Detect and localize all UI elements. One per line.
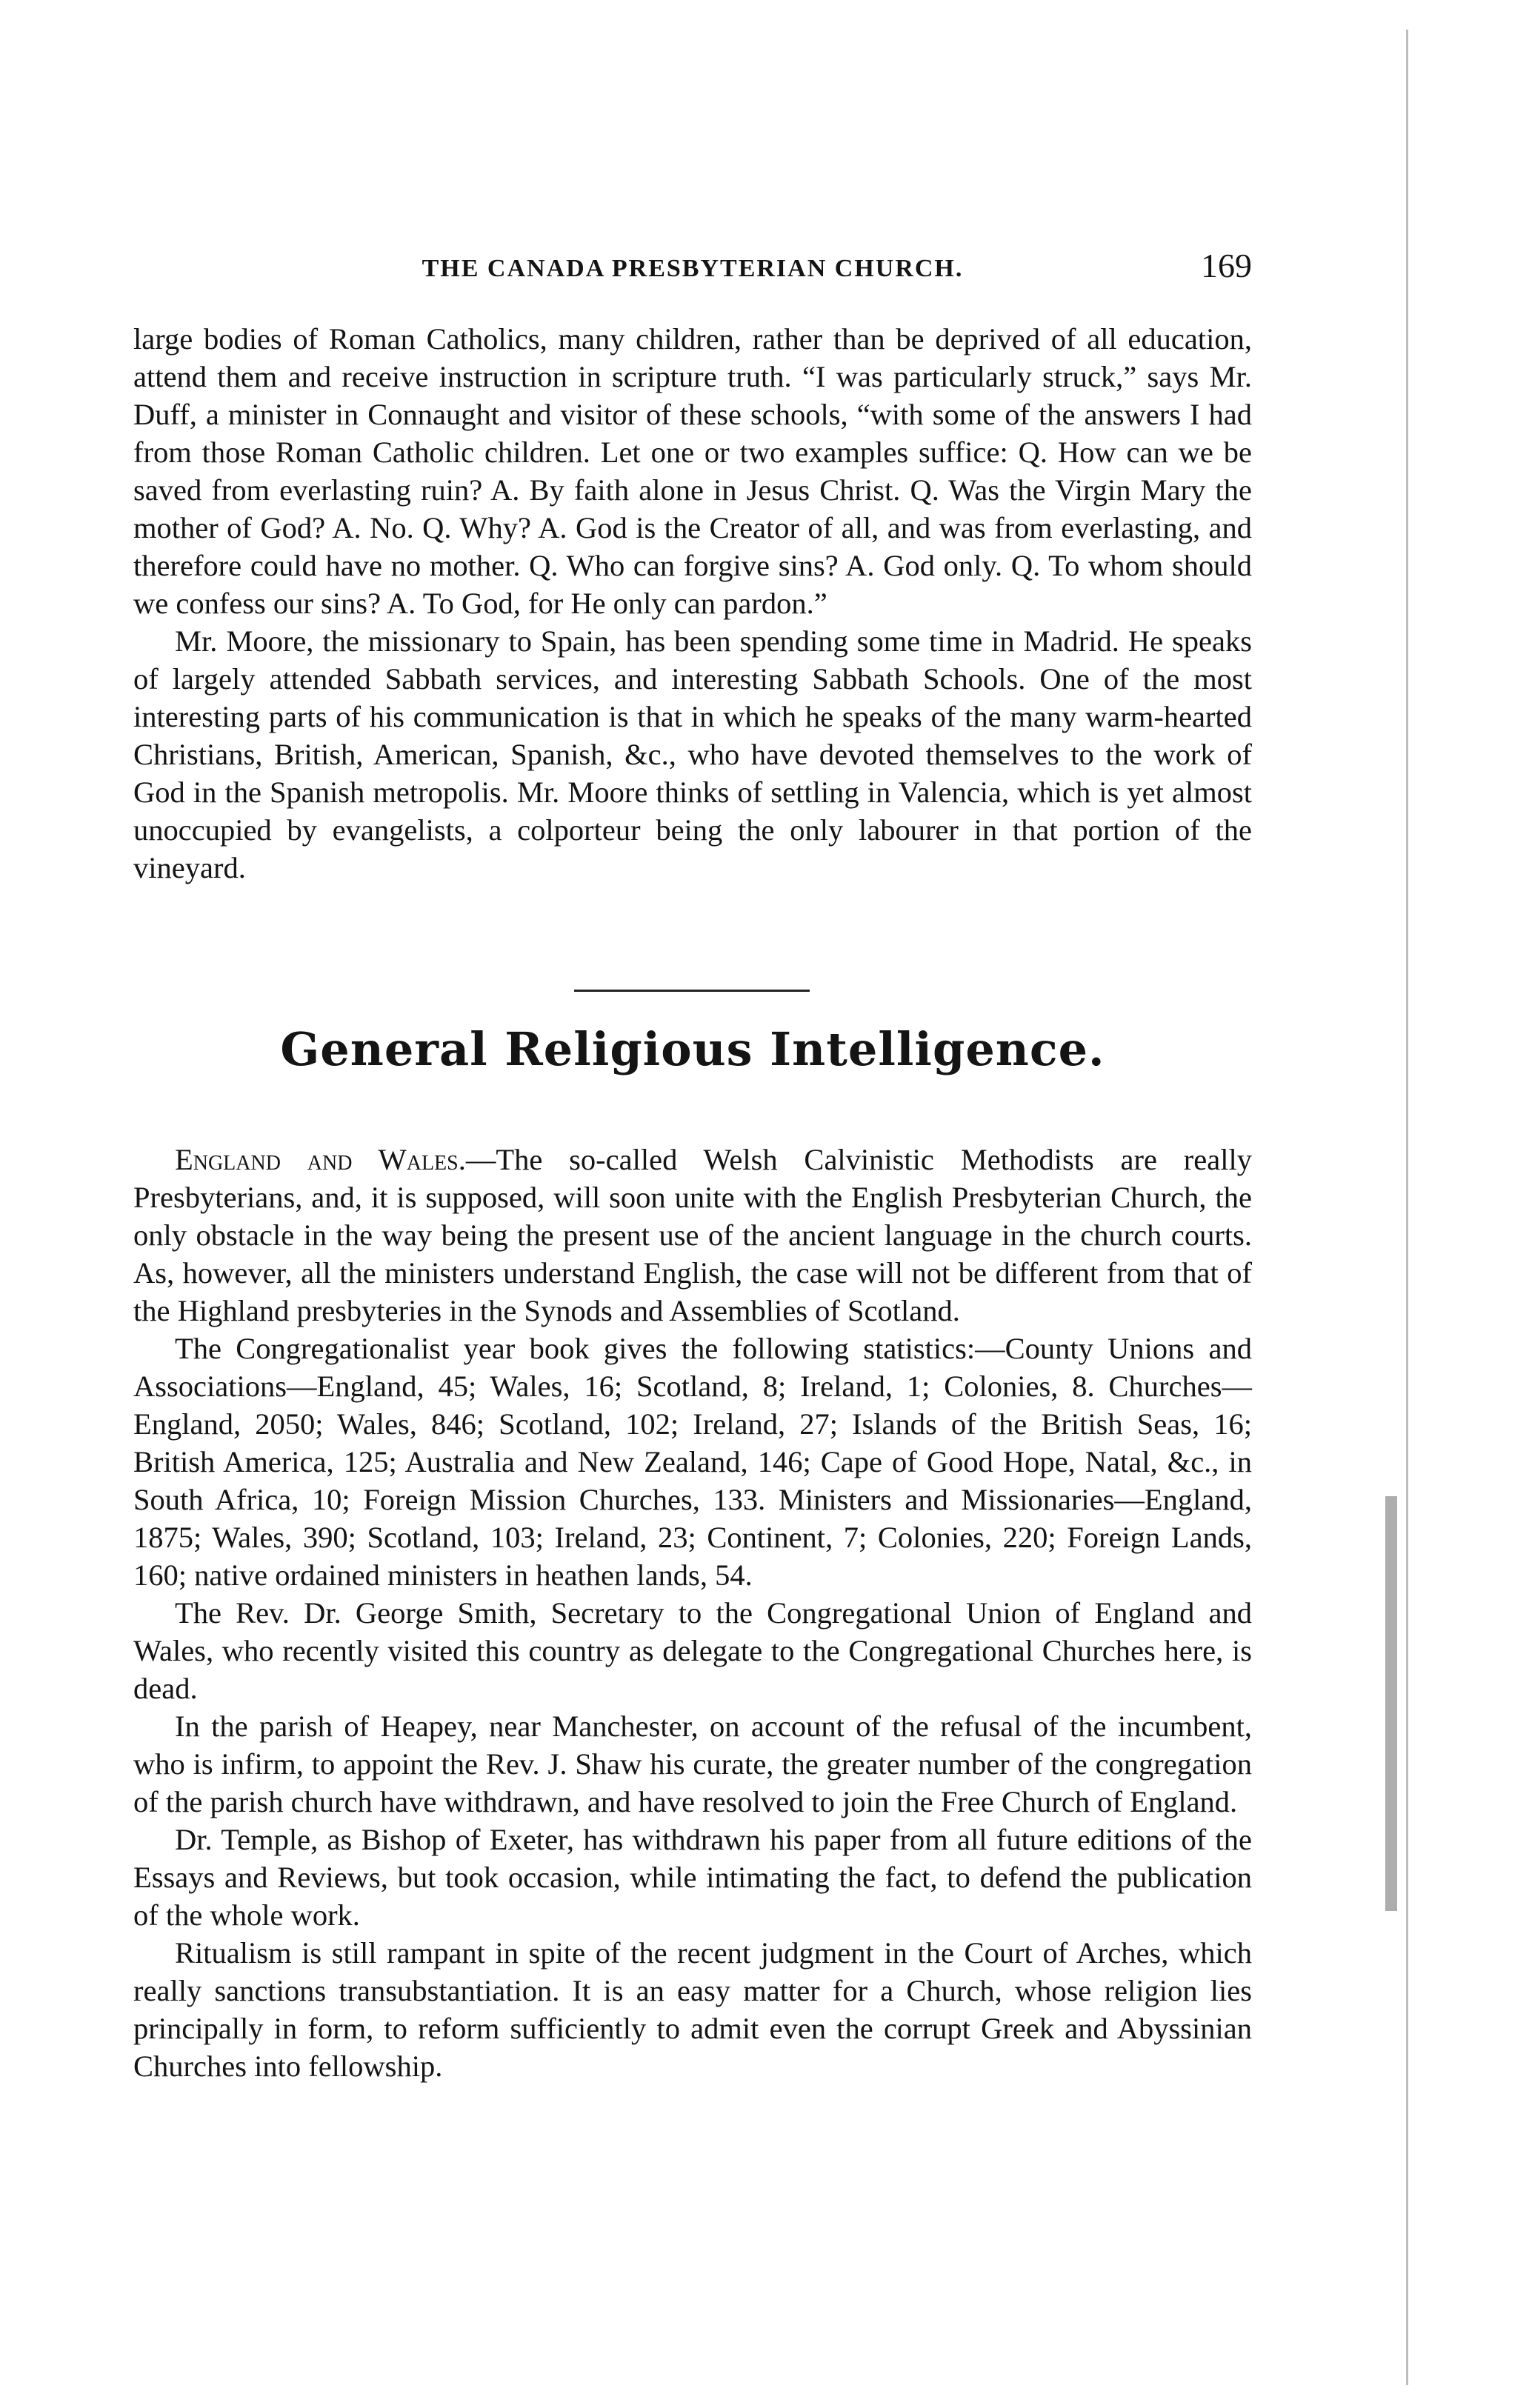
lead-in: England and Wales. xyxy=(175,1143,466,1176)
paragraph-continued: large bodies of Roman Catholics, many children, rather than be deprived of all education, attend them and receive instruction in scripture truth. “I was particularly struck,” says Mr. Duff, a minister in Connaught and visitor of these schools, “with some of the answers I had from those Roman Catholic children. Let one or two examples suffice: Q. How can we be saved from everlasting ruin? A. By faith alone in Jesus Christ. Q. Was the Virgin Mary the mother of God? A. No. Q. Why? A. God is the Creator of all, and was from everlasting, and therefore could have no mother. Q. Who can forgive sins? A. God only. Q. To whom should we confess our sins? A. To God, for He only can pardon.” xyxy=(133,322,1252,620)
section-heading: General Religious Intelligence. xyxy=(280,1022,1105,1076)
paragraph-heapey: In the parish of Heapey, near Manchester, on account of the refusal of the incumbent, who is infirm, to appoint the Rev. J. Shaw his curate, the greater number of the congregation of the parish church have withdrawn, and have resolved to join the Free Church of England. xyxy=(133,1710,1252,1818)
section-divider-rule xyxy=(574,990,810,992)
running-title: THE CANADA PRESBYTERIAN CHURCH. xyxy=(422,255,964,282)
paragraph-dr-temple: Dr. Temple, as Bishop of Exeter, has withdrawn his paper from all future editions of the Essays and Reviews, but took occasion, while intimating the fact, to defend the publication of the whole work. xyxy=(133,1823,1252,1932)
paragraph-dr-smith: The Rev. Dr. George Smith, Secretary to the Congregational Union of England and Wales, who recently visited this country as delegate to the Congregational Churches here, is dead. xyxy=(133,1596,1252,1705)
paragraph-england-wales-text: —The so-called Welsh Calvinistic Methodists are really Presbyterians, and, it is supposed, will soon unite with the English Presbyterian Church, the only obstacle in the way being the present use of the ancient language in the church courts. As, however, all the ministers understand English, the case will not be different from that of the Highland presbyteries in the Synods and Assemblies of Scotland. xyxy=(133,1143,1252,1327)
scan-edge-mark xyxy=(1406,30,1408,2385)
scan-edge-smudge xyxy=(1385,1496,1397,1911)
running-head xyxy=(133,246,1252,290)
page-number: 169 xyxy=(1201,247,1252,284)
paragraph-england-wales xyxy=(133,1141,1252,1330)
paragraph-ritualism: Ritualism is still rampant in spite of the recent judgment in the Court of Arches, which really sanctions transubstantiation. It is an easy matter for a Church, whose religion lies principally in form, to reform sufficiently to admit even the corrupt Greek and Abyssinian Churches into fellowship. xyxy=(133,1936,1252,2083)
section-body-text xyxy=(133,1141,1252,2085)
paragraph-mr-moore: Mr. Moore, the missionary to Spain, has been spending some time in Madrid. He speaks of largely attended Sabbath services, and interesting Sabbath Schools. One of the most interesting parts of his communication is that in which he speaks of the many warm-hearted Christians, British, American, Spanish, &c., who have devoted themselves to the work of God in the Spanish metropolis. Mr. Moore thinks of settling in Valencia, which is yet almost unoccupied by evangelists, a colporteur being the only labourer in that portion of the vineyard. xyxy=(133,624,1252,884)
paragraph-statistics: The Congregationalist year book gives the following statistics:—County Unions and Associations—England, 45; Wales, 16; Scotland, 8; Ireland, 1; Colonies, 8. Churches—England, 2050; Wales, 846; Scotland, 102; Ireland, 27; Islands of the British Seas, 16; British America, 125; Australia and New Zealand, 146; Cape of Good Hope, Natal, &c., in South Africa, 10; Foreign Mission Churches, 133. Ministers and Missionaries—England, 1875; Wales, 390; Scotland, 103; Ireland, 23; Continent, 7; Colonies, 220; Foreign Lands, 160; native ordained ministers in heathen lands, 54. xyxy=(133,1332,1252,1592)
top-section-text xyxy=(133,320,1252,887)
